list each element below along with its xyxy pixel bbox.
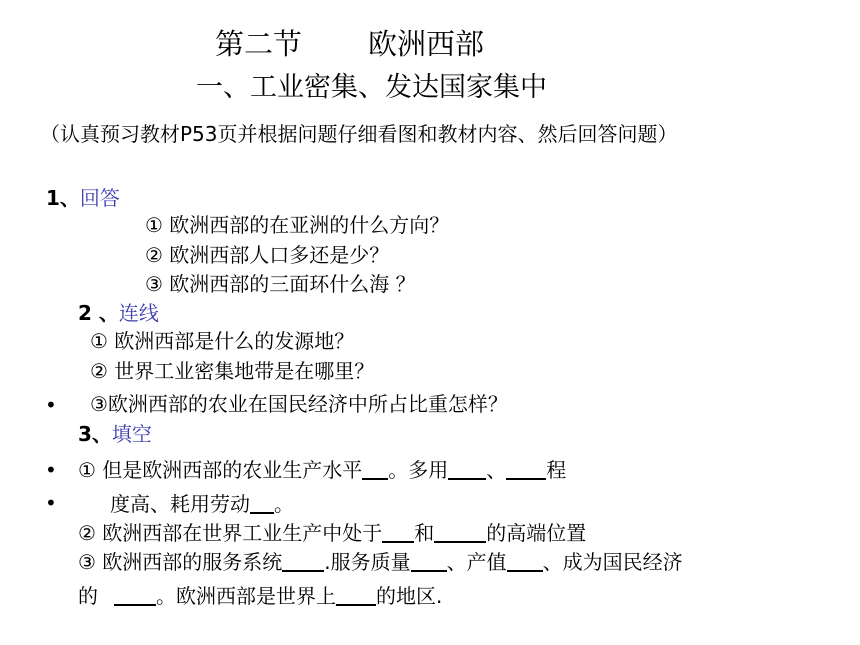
answer-blank[interactable] <box>434 521 486 543</box>
answer-blank[interactable] <box>506 458 546 480</box>
fill-line-2: 度高、耗用劳动 。 <box>110 492 294 516</box>
answer-blank[interactable] <box>507 550 543 572</box>
fill-line-5: 的 。欧洲西部是世界上 的地区. <box>78 584 443 608</box>
answer-blank[interactable] <box>411 550 447 572</box>
part1-title: 回答 <box>79 186 120 210</box>
answer-blank[interactable] <box>250 492 274 514</box>
answer-blank[interactable] <box>382 521 414 543</box>
bullet: • <box>45 491 57 515</box>
part3-title: 填空 <box>111 422 152 446</box>
bullet: • <box>45 393 57 417</box>
subtitle: 一、工业密集、发达国家集中 <box>196 72 547 103</box>
page-title <box>215 27 485 61</box>
answer-blank[interactable] <box>114 584 156 606</box>
part1-question-2: ② 欧洲西部人口多还是少？ <box>145 243 390 267</box>
part2-number: 2 、 <box>78 301 119 325</box>
part2-question-2: ② 世界工业密集地带是在哪里？ <box>90 359 375 383</box>
part3-number: 3、 <box>78 422 112 446</box>
part1-heading <box>46 188 120 208</box>
part1-question-3: ③ 欧洲西部的三面环什么海 ？ <box>145 272 416 296</box>
answer-blank[interactable] <box>448 458 486 480</box>
answer-blank[interactable] <box>336 584 376 606</box>
fill-line-1: ① 但是欧洲西部的农业生产水平 。多用 、 程 <box>78 458 567 482</box>
section-number: 第二节 <box>215 27 303 61</box>
bullet: • <box>45 458 57 482</box>
answer-blank[interactable] <box>282 550 324 572</box>
part2-title: 连线 <box>118 301 159 325</box>
part2-heading <box>78 303 159 323</box>
part2-question-1: ① 欧洲西部是什么的发源地？ <box>90 329 355 353</box>
instruction-text: （认真预习教材P53页并根据问题仔细看图和教材内容、然后回答问题） <box>40 122 678 146</box>
part3-heading <box>78 424 152 444</box>
part1-number: 1、 <box>46 186 80 210</box>
fill-line-4: ③ 欧洲西部的服务系统 .服务质量 、产值 、成为国民经济 <box>78 550 683 574</box>
part2-question-3: ③欧洲西部的农业在国民经济中所占比重怎样？ <box>90 392 508 416</box>
fill-line-3: ② 欧洲西部在世界工业生产中处于 和 的高端位置 <box>78 521 587 545</box>
answer-blank[interactable] <box>362 458 388 480</box>
section-name: 欧洲西部 <box>368 27 485 61</box>
part1-question-1: ① 欧洲西部的在亚洲的什么方向？ <box>145 213 450 237</box>
